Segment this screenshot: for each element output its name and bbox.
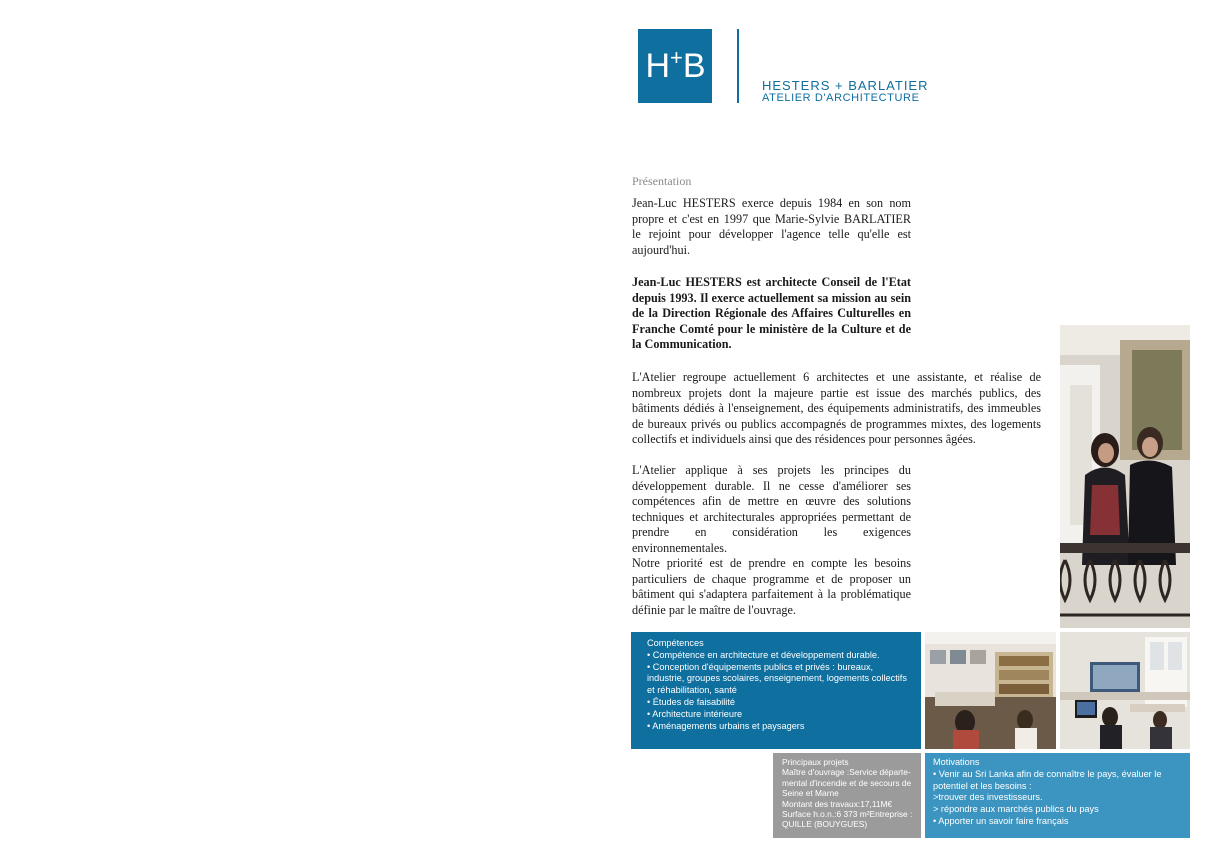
projects-title: Principaux projets [782, 757, 849, 767]
logo-letter-b: B [682, 46, 705, 85]
competence-item: • Études de faisabilité [647, 696, 735, 707]
project-surface: Surface h.o.n.:6 373 m²Entreprise : QUILLE (BOUYGUES) [782, 809, 913, 830]
architect-paragraph: Jean-Luc HESTERS est architecte Conseil de l'Etat depuis 1993. Il exerce actuellement sa mission au sein de la Direction Régionale des Affaires Culturelles en Franche Comté pour le ministère de la Culture et de la Communication. [632, 275, 911, 351]
motivation-item: > répondre aux marchés publics du pays [933, 804, 1099, 815]
competence-item: • Compétence en architecture et développement durable. [647, 649, 880, 660]
motivations-box [925, 753, 1190, 838]
firm-name: HESTERS + BARLATIER [762, 78, 929, 93]
logo-monogram [638, 29, 712, 103]
motivation-item: >trouver des investisseurs. [933, 792, 1043, 803]
competences-box [631, 632, 921, 749]
logo-letter-h: H [645, 46, 669, 85]
firm-subtitle: ATELIER D'ARCHITECTURE [762, 92, 920, 104]
competences-title: Compétences [647, 638, 704, 648]
logo-divider [737, 29, 739, 103]
logo-plus: + [670, 45, 682, 70]
projects-box [773, 753, 921, 838]
atelier-paragraph: L'Atelier regroupe actuellement 6 architectes et une assistante, et réalise de nombreux projets dont la majeure partie est issue des marchés publics, des bâtiments dédiés à l'enseignement, des équipements administratifs, des immeubles de bureaux privés ou publics accompagnés de programmes mixtes, des logements collectifs et individuels ainsi que des résidences pour personnes âgées. [632, 370, 1041, 446]
intro-paragraph: Jean-Luc HESTERS exerce depuis 1984 en son nom propre et c'est en 1997 que Marie-Sylvie BARLATIER le rejoint pour développer l'agence telle qu'elle est aujourd'hui. [632, 196, 911, 257]
office-photo-1 [925, 632, 1056, 749]
competence-item: • Aménagements urbains et paysagers [647, 720, 805, 731]
competence-item: • Conception d'équipements publics et privés : bureaux, industrie, groupes scolaires, enseignement, logements collectifs et réhabilitation, santé [647, 661, 907, 696]
motivation-item: • Apporter un savoir faire français [933, 815, 1069, 826]
priority-text: Notre priorité est de prendre en compte les besoins particuliers de chaque programme et de proposer un bâtiment qui s'adaptera parfaitement à la problématique définie par le maître de l'ouvrage. [632, 556, 911, 617]
motivations-title: Motivations [933, 757, 980, 767]
competence-item: • Architecture intérieure [647, 708, 743, 719]
architects-portrait-photo [1060, 325, 1190, 628]
project-owner: Maître d'ouvrage :Service départe-mental d'incendie et de secours de Seine et Marne [782, 767, 912, 799]
project-amount: Montant des travaux:17,11M€ [782, 798, 893, 809]
sustainability-text: L'Atelier applique à ses projets les principes du développement durable. Il ne cesse d'améliorer ses compétences afin de mettre en œuvre des solutions techniques et architecturales appropriées permettant de prendre en considération les exigences environnementales. [632, 463, 911, 555]
motivation-item: • Venir au Sri Lanka afin de connaître le pays, évaluer le potentiel et les besoins : [933, 768, 1162, 791]
office-photo-2 [1060, 632, 1190, 749]
section-title: Présentation [632, 174, 692, 188]
sustainability-paragraph [632, 463, 911, 618]
